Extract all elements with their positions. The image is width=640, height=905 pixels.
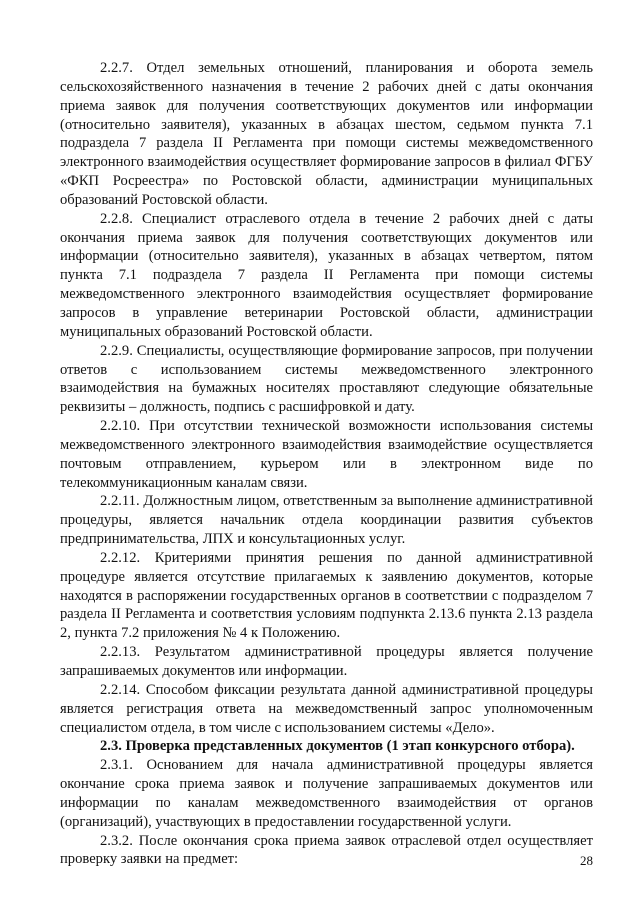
paragraph-2-3-2: 2.3.2. После окончания срока приема заявок отраслевой отдел осуществляет проверку заявки на предмет: (60, 832, 593, 868)
paragraph-2-2-8: 2.2.8. Специалист отраслевого отдела в течение 2 рабочих дней с даты окончания приема заявок для получения соответствующих документов или информации (относительно заявителя), указанных в абзацах четвертом, пятом пункта 7.1 подраздела 7 раздела II Регламента при помощи системы межведомственного электронного взаимодействия осуществляет формирование запросов в управление ветеринарии Ростовской области, администрации муниципальных образований Ростовской области. (60, 210, 593, 340)
page-number: 28 (580, 853, 593, 868)
paragraph-2-3-1: 2.3.1. Основанием для начала административной процедуры является окончание срока приема заявок и получение запрашиваемых документов или информации по каналам межведомственного взаимодействия от органов (организаций), участвующих в предоставлении государственной услуги. (60, 757, 593, 830)
section-heading-2-3: 2.3. Проверка представленных документов (1 этап конкурсного отбора). (100, 738, 575, 755)
paragraph-2-2-13: 2.2.13. Результатом административной процедуры является получение запрашиваемых документов или информации. (60, 644, 593, 679)
paragraph-2-2-12: 2.2.12. Критериями принятия решения по данной административной процедуре является отсутствие прилагаемых к заявлению документов, которые находятся в распоряжении государственных органов в соответствии с подразделом 7 раздела II Регламента и соответствия условиям подпункта 2.13.6 пункта 2.13 раздела 2, пункта 7.2 приложения № 4 к Положению. (60, 549, 593, 642)
paragraph-2-2-7: 2.2.7. Отдел земельных отношений, планирования и оборота земель сельскохозяйственного назначения в течение 2 рабочих дней с даты окончания приема заявок для получения соответствующих документов или информации (относительно заявителя), указанных в абзацах шестом, седьмом пункта 7.1 подраздела 7 раздела II Регламента при помощи системы межведомственного электронного взаимодействия осуществляет формирование запросов в филиал ФГБУ «ФКП Росреестра» по Ростовской области, администрации муниципальных образований Ростовской области. (60, 60, 593, 208)
paragraph-2-2-14: 2.2.14. Способом фиксации результата данной административной процедуры является регистрация ответа на межведомственный запрос уполномоченным специалистом отдела, в том числе с использованием системы «Дело». (60, 681, 593, 736)
paragraph-2-2-11: 2.2.11. Должностным лицом, ответственным за выполнение административной процедуры, является начальник отдела координации развития субъектов предпринимательства, ЛПХ и консультационных услуг. (60, 493, 593, 548)
paragraph-2-2-10: 2.2.10. При отсутствии технической возможности использования системы межведомственного электронного взаимодействия взаимодействие осуществляется почтовым отправлением, курьером или в электронном виде по телекоммуникационным каналам связи. (60, 418, 593, 491)
paragraph-2-2-9: 2.2.9. Специалисты, осуществляющие формирование запросов, при получении ответов с использованием системы межведомственного электронного взаимодействия на бумажных носителях проставляют следующие обязательные реквизиты – должность, подпись с расшифровкой и дату. (60, 342, 593, 416)
document-page (60, 59, 593, 869)
